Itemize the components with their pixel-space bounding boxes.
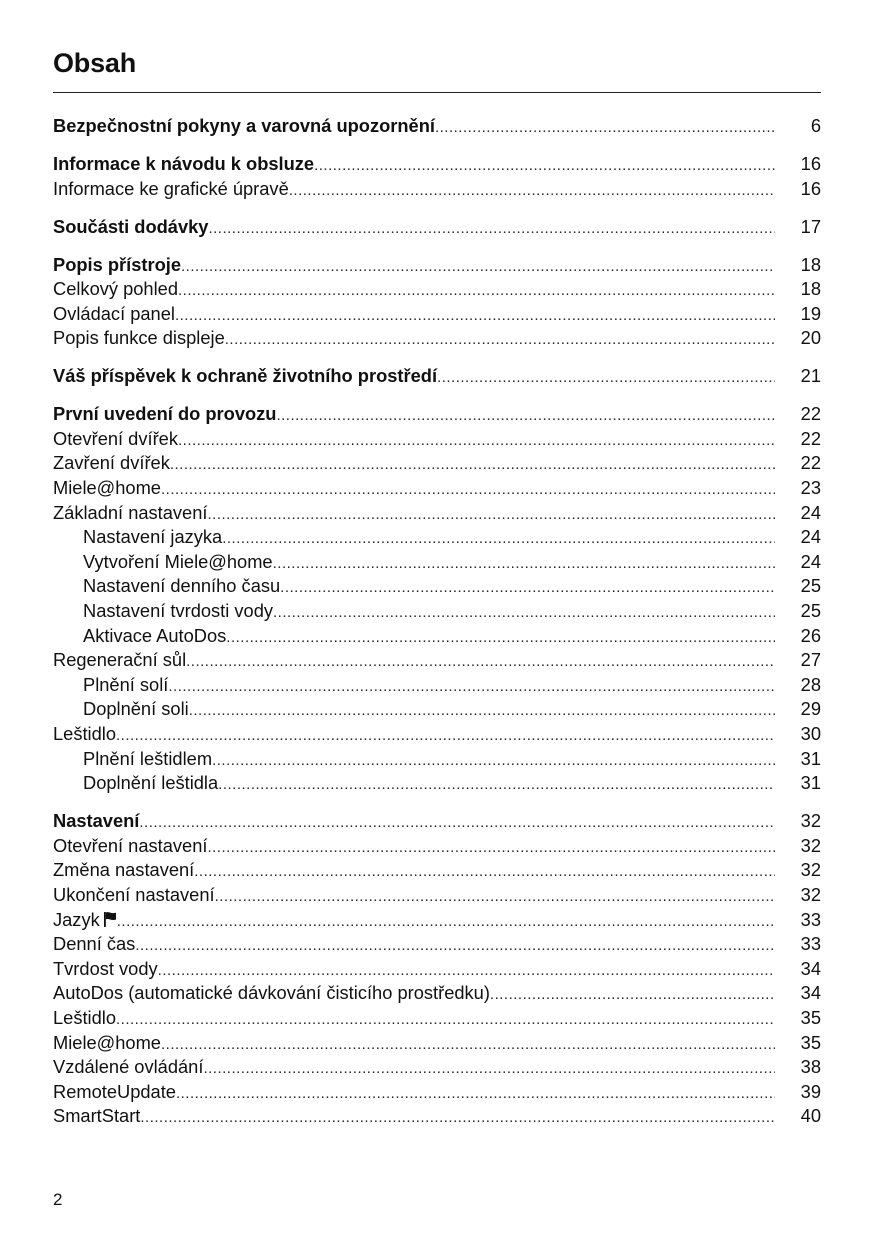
toc-subentry[interactable] <box>53 525 821 550</box>
table-of-contents <box>53 114 821 1142</box>
toc-entry-label <box>53 957 158 982</box>
toc-page-number: 33 <box>800 933 821 955</box>
toc-page-number: 38 <box>800 1056 821 1078</box>
dot-leader <box>435 116 775 141</box>
toc-entry-label <box>53 501 207 526</box>
dot-leader <box>215 885 775 910</box>
toc-heading-entry[interactable] <box>53 114 821 139</box>
dot-leader <box>208 217 775 242</box>
toc-entry-label <box>53 722 116 747</box>
dot-leader <box>194 860 775 885</box>
toc-entry[interactable] <box>53 834 821 859</box>
toc-page-number: 21 <box>800 365 821 387</box>
toc-page-number: 34 <box>800 982 821 1004</box>
toc-entry-text: Váš příspěvek k ochraně životního prostředí <box>53 365 438 387</box>
dot-leader <box>218 773 775 798</box>
toc-entry-label <box>53 302 175 327</box>
toc-entry-text: Otevření dvířek <box>53 427 178 449</box>
toc-page-number: 35 <box>800 1006 821 1028</box>
toc-entry-text: Nastavení <box>53 810 140 832</box>
dot-leader <box>276 404 775 429</box>
toc-section <box>53 114 821 139</box>
toc-entry-label <box>53 326 225 351</box>
dot-leader <box>175 304 775 329</box>
dot-leader <box>212 749 775 774</box>
toc-page-number: 25 <box>800 575 821 597</box>
toc-entry-label <box>53 1055 203 1080</box>
toc-page-number: 22 <box>800 427 821 449</box>
toc-entry-text: Bezpečnostní pokyny a varovná upozornění <box>53 115 435 136</box>
toc-entry-label <box>53 747 212 772</box>
dot-leader <box>225 328 775 353</box>
toc-entry-text: Popis přístroje <box>53 253 181 275</box>
toc-entry[interactable] <box>53 932 821 957</box>
toc-page-number: 27 <box>800 649 821 671</box>
toc-page-number: 39 <box>800 1080 821 1102</box>
toc-page-number: 40 <box>800 1105 821 1127</box>
flag-icon <box>103 909 117 925</box>
toc-entry[interactable] <box>53 981 821 1006</box>
dot-leader <box>226 626 775 651</box>
toc-entry-label <box>53 908 117 933</box>
toc-page-number: 23 <box>800 477 821 499</box>
dot-leader <box>280 576 775 601</box>
toc-entry-text: Tvrdost vody <box>53 957 158 979</box>
toc-heading-entry[interactable] <box>53 215 821 240</box>
dot-leader <box>176 1082 775 1107</box>
toc-entry-label <box>53 215 208 240</box>
dot-leader <box>273 552 775 577</box>
dot-leader <box>161 478 775 503</box>
toc-page-number: 19 <box>800 302 821 324</box>
toc-entry[interactable] <box>53 501 821 526</box>
toc-entry-text: Popis funkce displeje <box>53 327 225 349</box>
toc-entry[interactable] <box>53 451 821 476</box>
toc-entry-label <box>53 177 289 202</box>
toc-entry-text: AutoDos (automatické dávkování čisticího prostředku) <box>53 982 490 1004</box>
dot-leader <box>116 1008 775 1033</box>
toc-entry[interactable] <box>53 302 821 327</box>
toc-entry-text: Regenerační sůl <box>53 649 187 671</box>
toc-section <box>53 809 821 1129</box>
toc-page-number: 17 <box>800 215 821 237</box>
toc-entry-text: Informace ke grafické úpravě <box>53 177 289 199</box>
toc-entry[interactable] <box>53 326 821 351</box>
toc-page-number: 22 <box>800 452 821 474</box>
toc-heading-entry[interactable] <box>53 809 821 834</box>
toc-entry[interactable] <box>53 1006 821 1031</box>
toc-entry[interactable] <box>53 1080 821 1105</box>
toc-entry-label <box>53 1080 176 1105</box>
toc-entry-text: První uvedení do provozu <box>53 403 277 425</box>
dot-leader <box>189 699 775 724</box>
toc-entry-label <box>53 1006 116 1031</box>
dot-leader <box>181 255 775 280</box>
toc-subentry[interactable] <box>53 747 821 772</box>
toc-section <box>53 215 821 240</box>
toc-subentry[interactable] <box>53 550 821 575</box>
page-title: Obsah <box>53 48 137 78</box>
dot-leader <box>135 934 775 959</box>
toc-entry-text: Doplnění soli <box>83 698 189 720</box>
dot-leader <box>117 910 775 935</box>
toc-entry[interactable] <box>53 277 821 302</box>
toc-entry[interactable] <box>53 177 821 202</box>
toc-page-number: 28 <box>800 673 821 695</box>
toc-page-number: 24 <box>800 501 821 523</box>
toc-entry-label <box>53 574 280 599</box>
dot-leader <box>161 1033 775 1058</box>
toc-page-number: 6 <box>810 115 821 136</box>
toc-page-number: 32 <box>800 810 821 832</box>
toc-entry-label <box>53 932 135 957</box>
dot-leader <box>207 836 775 861</box>
toc-entry-label <box>53 1104 140 1129</box>
toc-entry-text: Miele@home <box>53 477 161 499</box>
dot-leader <box>289 179 775 204</box>
toc-entry-text: Denní čas <box>53 933 136 955</box>
toc-entry[interactable] <box>53 476 821 501</box>
toc-page-number: 24 <box>800 526 821 548</box>
toc-page-number: 24 <box>800 550 821 572</box>
dot-leader <box>203 1057 775 1082</box>
toc-page-number: 18 <box>800 278 821 300</box>
toc-entry-label <box>53 648 186 673</box>
dot-leader <box>186 650 775 675</box>
toc-subentry[interactable] <box>53 697 821 722</box>
toc-entry-text: SmartStart <box>53 1105 141 1127</box>
toc-page-number: 16 <box>800 177 821 199</box>
toc-entry-text: Plnění leštidlem <box>83 747 213 769</box>
toc-heading-entry[interactable] <box>53 402 821 427</box>
toc-page-number: 35 <box>800 1031 821 1053</box>
toc-page-number: 33 <box>800 908 821 930</box>
toc-entry-label <box>53 697 189 722</box>
toc-entry-label <box>53 834 207 859</box>
dot-leader <box>158 959 775 984</box>
toc-entry-label <box>53 476 161 501</box>
toc-entry[interactable] <box>53 1055 821 1080</box>
toc-entry[interactable] <box>53 883 821 908</box>
toc-entry-text: Ovládací panel <box>53 302 175 324</box>
toc-entry[interactable] <box>53 427 821 452</box>
toc-entry-text: Nastavení denního času <box>83 575 281 597</box>
toc-entry-label <box>53 451 170 476</box>
toc-page-number: 16 <box>800 152 821 174</box>
toc-page-number: 25 <box>800 600 821 622</box>
toc-entry[interactable] <box>53 648 821 673</box>
toc-entry-label <box>53 624 226 649</box>
toc-entry[interactable] <box>53 858 821 883</box>
toc-section <box>53 364 821 389</box>
toc-heading-entry[interactable] <box>53 152 821 177</box>
toc-entry[interactable] <box>53 957 821 982</box>
toc-section <box>53 152 821 201</box>
dot-leader <box>222 527 775 552</box>
toc-entry-label <box>53 402 276 427</box>
toc-entry-text: Miele@home <box>53 1031 161 1053</box>
toc-entry-label <box>53 1031 161 1056</box>
toc-page-number: 32 <box>800 859 821 881</box>
toc-page-number: 30 <box>800 723 821 745</box>
toc-entry-text: Leštidlo <box>53 1006 117 1028</box>
toc-entry-text: Informace k návodu k obsluze <box>53 152 315 174</box>
toc-entry-label <box>53 809 139 834</box>
toc-page-number: 29 <box>800 698 821 720</box>
toc-entry-label <box>53 427 178 452</box>
dot-leader <box>273 601 775 626</box>
toc-heading-entry[interactable] <box>53 253 821 278</box>
toc-entry-text: Nastavení tvrdosti vody <box>83 600 274 622</box>
toc-entry-label <box>53 114 435 139</box>
toc-entry[interactable] <box>53 722 821 747</box>
toc-entry-label <box>53 673 168 698</box>
toc-page-number: 32 <box>800 834 821 856</box>
toc-entry-text: Celkový pohled <box>53 278 178 300</box>
toc-page-number: 26 <box>800 624 821 646</box>
dot-leader <box>207 503 775 528</box>
toc-subentry[interactable] <box>53 624 821 649</box>
toc-entry-text: Změna nastavení <box>53 859 195 881</box>
toc-page-number: 18 <box>800 253 821 275</box>
toc-entry-label <box>53 883 215 908</box>
toc-entry-text: Zavření dvířek <box>53 452 170 474</box>
toc-entry-label <box>53 277 178 302</box>
dot-leader <box>314 154 775 179</box>
toc-entry-text: Doplnění leštidla <box>83 772 219 794</box>
toc-entry-label <box>53 858 194 883</box>
dot-leader <box>178 279 775 304</box>
toc-subentry[interactable] <box>53 771 821 796</box>
dot-leader <box>490 983 775 1008</box>
title-divider <box>53 92 821 93</box>
toc-heading-entry[interactable] <box>53 364 821 389</box>
dot-leader <box>116 724 775 749</box>
toc-entry-text: Plnění solí <box>83 673 169 695</box>
dot-leader <box>139 811 775 836</box>
dot-leader <box>178 429 775 454</box>
toc-entry-label <box>53 525 222 550</box>
toc-page-number: 32 <box>800 883 821 905</box>
toc-page-number: 20 <box>800 327 821 349</box>
dot-leader <box>168 675 775 700</box>
toc-entry-text: Aktivace AutoDos <box>83 624 227 646</box>
toc-section <box>53 402 821 796</box>
toc-subentry[interactable] <box>53 673 821 698</box>
toc-subentry[interactable] <box>53 574 821 599</box>
toc-entry-text: Vzdálené ovládání <box>53 1056 204 1078</box>
toc-entry-label <box>53 771 218 796</box>
toc-page-number: 31 <box>800 772 821 794</box>
toc-entry-text: Jazyk <box>53 908 100 930</box>
toc-subentry[interactable] <box>53 599 821 624</box>
toc-entry-text: Ukončení nastavení <box>53 883 215 905</box>
toc-entry[interactable] <box>53 1104 821 1129</box>
toc-entry[interactable] <box>53 1031 821 1056</box>
toc-entry-label <box>53 599 273 624</box>
toc-entry-label <box>53 550 273 575</box>
toc-page-number: 31 <box>800 747 821 769</box>
toc-entry-text: RemoteUpdate <box>53 1080 176 1102</box>
toc-entry-text: Leštidlo <box>53 723 117 745</box>
toc-entry-text: Základní nastavení <box>53 501 208 523</box>
toc-entry-text: Nastavení jazyka <box>83 526 223 548</box>
toc-entry-text: Součásti dodávky <box>53 215 209 237</box>
toc-page-number: 22 <box>800 403 821 425</box>
toc-entry-text: Vytvoření Miele@home <box>83 550 273 572</box>
toc-entry-label <box>53 253 181 278</box>
toc-entry-label <box>53 152 314 177</box>
toc-section <box>53 253 821 351</box>
toc-entry[interactable] <box>53 908 821 933</box>
page-number: 2 <box>53 1190 63 1209</box>
toc-entry-label <box>53 981 490 1006</box>
dot-leader <box>140 1106 775 1131</box>
toc-page-number: 34 <box>800 957 821 979</box>
toc-entry-label <box>53 364 437 389</box>
toc-entry-text: Otevření nastavení <box>53 834 208 856</box>
dot-leader <box>437 366 775 391</box>
dot-leader <box>170 453 775 478</box>
